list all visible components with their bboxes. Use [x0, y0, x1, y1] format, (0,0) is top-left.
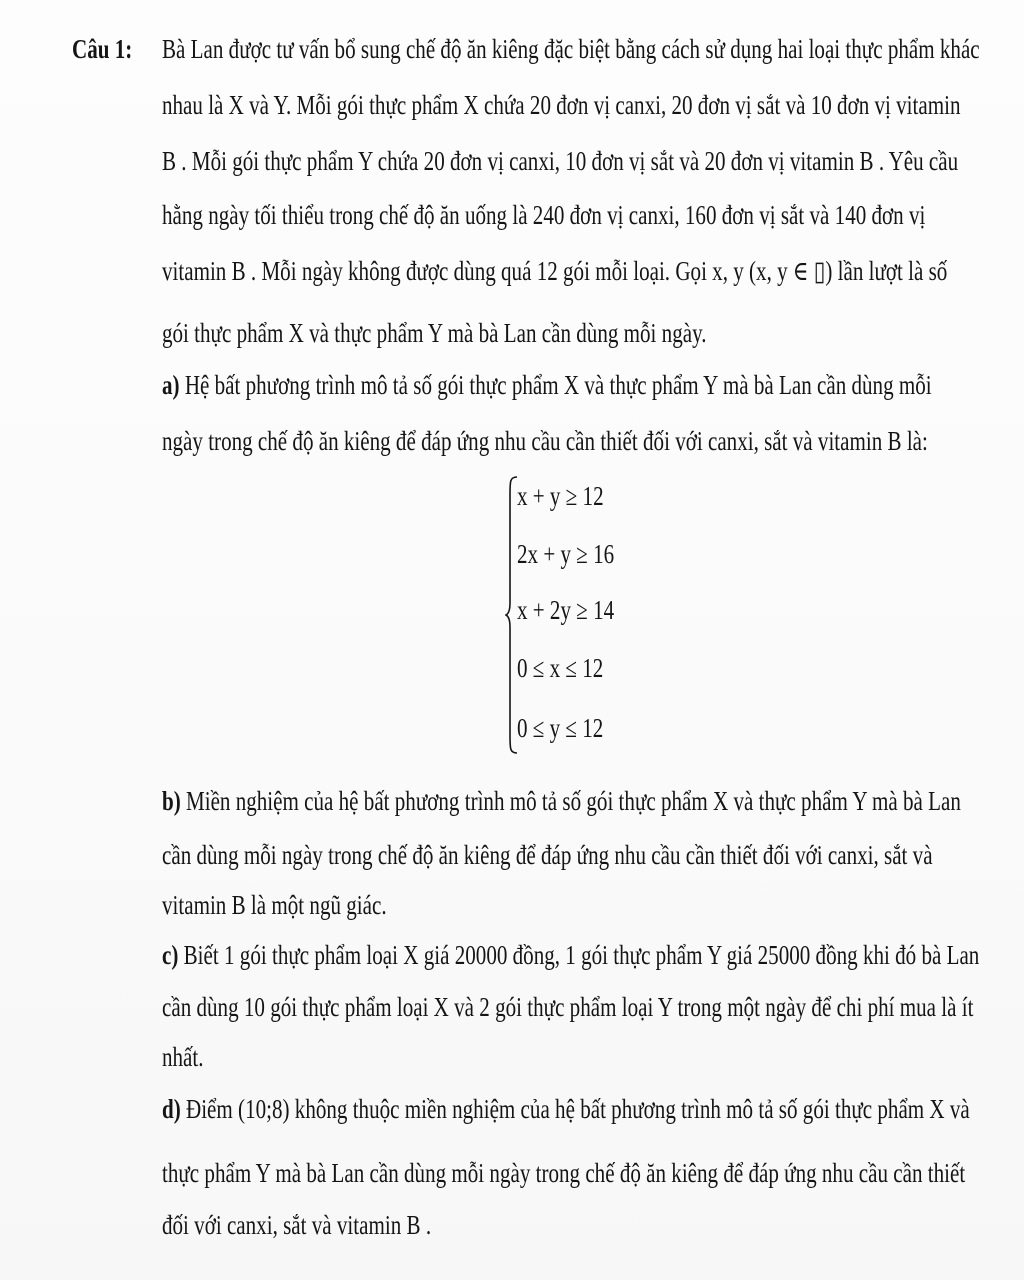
part-d-line: thực phẩm Y mà bà Lan cần dùng mỗi ngày trong chế độ ăn kiêng để đáp ứng nhu cầu cần thiết: [162, 1158, 966, 1188]
intro-line: Bà Lan được tư vấn bổ sung chế độ ăn kiêng đặc biệt bằng cách sử dụng hai loại thực phẩm khác: [162, 34, 980, 64]
part-b-line: [162, 784, 961, 818]
inequality-2: 2x + y ≥ 16: [517, 539, 615, 569]
part-d-line: đối với canxi, sắt và vitamin B .: [162, 1210, 432, 1240]
part-c-line: nhất.: [162, 1042, 204, 1072]
part-a-line: ngày trong chế độ ăn kiêng để đáp ứng nhu cầu cần thiết đối với canxi, sắt và vitamin B là:: [162, 426, 928, 456]
intro-line: vitamin B . Mỗi ngày không được dùng quá 12 gói mỗi loại. Gọi x, y (x, y ∈ ▯) lần lượt là số: [162, 256, 948, 286]
inequality-4: 0 ≤ x ≤ 12: [517, 653, 604, 683]
part-d-line: [162, 1092, 970, 1126]
intro-line: hằng ngày tối thiểu trong chế độ ăn uống là 240 đơn vị canxi, 160 đơn vị sắt và 140 đơn vị: [162, 200, 926, 230]
intro-line: nhau là X và Y. Mỗi gói thực phẩm X chứa 20 đơn vị canxi, 20 đơn vị sắt và 10 đơn vị vitamin: [162, 90, 961, 120]
question-label: Câu 1:: [72, 34, 133, 64]
part-a-label: a): [162, 370, 180, 400]
part-b-label: b): [162, 786, 181, 816]
intro-line: gói thực phẩm X và thực phẩm Y mà bà Lan cần dùng mỗi ngày.: [162, 318, 707, 348]
intro-line: B . Mỗi gói thực phẩm Y chứa 20 đơn vị canxi, 10 đơn vị sắt và 20 đơn vị vitamin B . Yêu cầu: [162, 146, 959, 176]
inequality-3: x + 2y ≥ 14: [517, 595, 615, 625]
part-a-text: Hệ bất phương trình mô tả số gói thực phẩm X và thực phẩm Y mà bà Lan cần dùng mỗi: [179, 370, 932, 400]
part-c-line: cần dùng 10 gói thực phẩm loại X và 2 gói thực phẩm loại Y trong một ngày để chi phí mua là ít: [162, 992, 974, 1022]
part-c-text: Biết 1 gói thực phẩm loại X giá 20000 đồng, 1 gói thực phẩm Y giá 25000 đồng khi đó bà Lan: [178, 940, 980, 970]
inequality-1: x + y ≥ 12: [517, 481, 604, 511]
part-d-label: d): [162, 1094, 181, 1124]
part-b-text: Miền nghiệm của hệ bất phương trình mô tả số gói thực phẩm X và thực phẩm Y mà bà Lan: [180, 786, 961, 816]
part-b-line: cần dùng mỗi ngày trong chế độ ăn kiêng để đáp ứng nhu cầu cần thiết đối với canxi, sắt và: [162, 840, 933, 870]
part-a-line: [162, 368, 932, 402]
part-d-text: Điểm (10;8) không thuộc miền nghiệm của hệ bất phương trình mô tả số gói thực phẩm X và: [180, 1094, 970, 1124]
inequality-system: [505, 475, 705, 755]
inequality-5: 0 ≤ y ≤ 12: [517, 713, 604, 743]
part-b-line: vitamin B là một ngũ giác.: [162, 890, 387, 920]
part-c-label: c): [162, 940, 179, 970]
part-c-line: [162, 938, 979, 972]
